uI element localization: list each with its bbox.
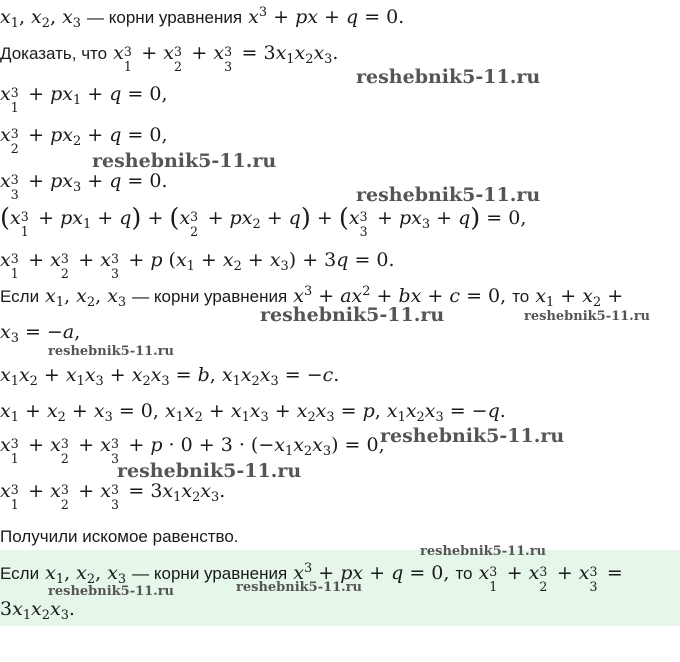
- answer-line-1: Если $x_1$, $x_2$, $x_3$ — корни уравнения $x^3$ + px + q = 0, то x 3 1 + x 3 2 + x 3 3 =: [0, 560, 623, 594]
- substitution: x 3 1 + x 3 2 + x 3 3 + $p \cdot 0 + 3 \cdot (-x_1x_2x_3) = 0$,: [0, 434, 385, 466]
- answer-line-2: $3x_1x_2x_3$.: [0, 598, 75, 623]
- roots-phrase: — корни уравнения: [132, 564, 288, 583]
- vieta-products: $x_1x_2 + x_1x_3 + x_2x_3 = b$, $x_1x_2x_3 = -c$.: [0, 364, 340, 389]
- watermark: reshebnik5-11.ru: [236, 580, 363, 595]
- vieta-sum: $x_3 = -a$,: [0, 321, 81, 346]
- vieta-applied: $x_1 + x_2 + x_3 = 0$, $x_1x_2 + x_1x_3 + x_2x_3 = p$, $x_1x_2x_3 = -q$.: [0, 400, 506, 425]
- equation-x1: x 3 1 + $px_1 + q = 0$,: [0, 83, 168, 115]
- roots-phrase: — корни уравнения: [132, 287, 288, 306]
- equation-x3: x 3 3 + $px_3 + q = 0$.: [0, 170, 168, 202]
- watermark: reshebnik5-11.ru: [356, 66, 541, 88]
- watermark: reshebnik5-11.ru: [260, 304, 445, 326]
- watermark: reshebnik5-11.ru: [420, 544, 547, 559]
- roots-phrase: — корни уравнения: [87, 8, 243, 27]
- watermark: reshebnik5-11.ru: [524, 309, 651, 324]
- vieta-line: Если $x_1$, $x_2$, $x_3$ — корни уравнения $x^3 + ax^2$ + bx + c = 0, то $x_1 + x_2$ +: [0, 283, 624, 310]
- prove-prefix: Доказать, что: [0, 44, 108, 63]
- equation-x2: x 3 2 + $px_2 + q = 0$,: [0, 124, 168, 156]
- watermark: reshebnik5-11.ru: [356, 184, 541, 206]
- to-word: то: [512, 287, 530, 306]
- sum-equation: (x 3 1 + $px_1 + q) + (x$ 3 2 + $px_2 + q) + (x$ 3 3 + $px_3 + q) = 0$,: [0, 203, 527, 239]
- prove-line: Доказать, что x 3 1 + x 3 2 + x 3 3 = $3x_1x_2x_3$.: [0, 42, 339, 74]
- watermark: reshebnik5-11.ru: [48, 584, 175, 599]
- if-word: Если: [0, 287, 40, 306]
- grouped-equation: x 3 1 + x 3 2 + x 3 3 + p $(x_1 + x_2 + x_3) + 3q = 0$.: [0, 249, 395, 281]
- to-word: то: [455, 564, 473, 583]
- watermark: reshebnik5-11.ru: [48, 344, 175, 359]
- watermark: reshebnik5-11.ru: [117, 460, 302, 482]
- result-equation: x 3 1 + x 3 2 + x 3 3 = $3x_1x_2x_3$.: [0, 480, 226, 512]
- if-word: Если: [0, 564, 40, 583]
- watermark: reshebnik5-11.ru: [92, 150, 277, 172]
- statement-line: $x_1$, $x_2$, $x_3$ — корни уравнения $x^3$ + px + q = 0.: [0, 4, 405, 31]
- watermark: reshebnik5-11.ru: [380, 425, 565, 447]
- conclusion: Получили искомое равенство.: [0, 527, 239, 546]
